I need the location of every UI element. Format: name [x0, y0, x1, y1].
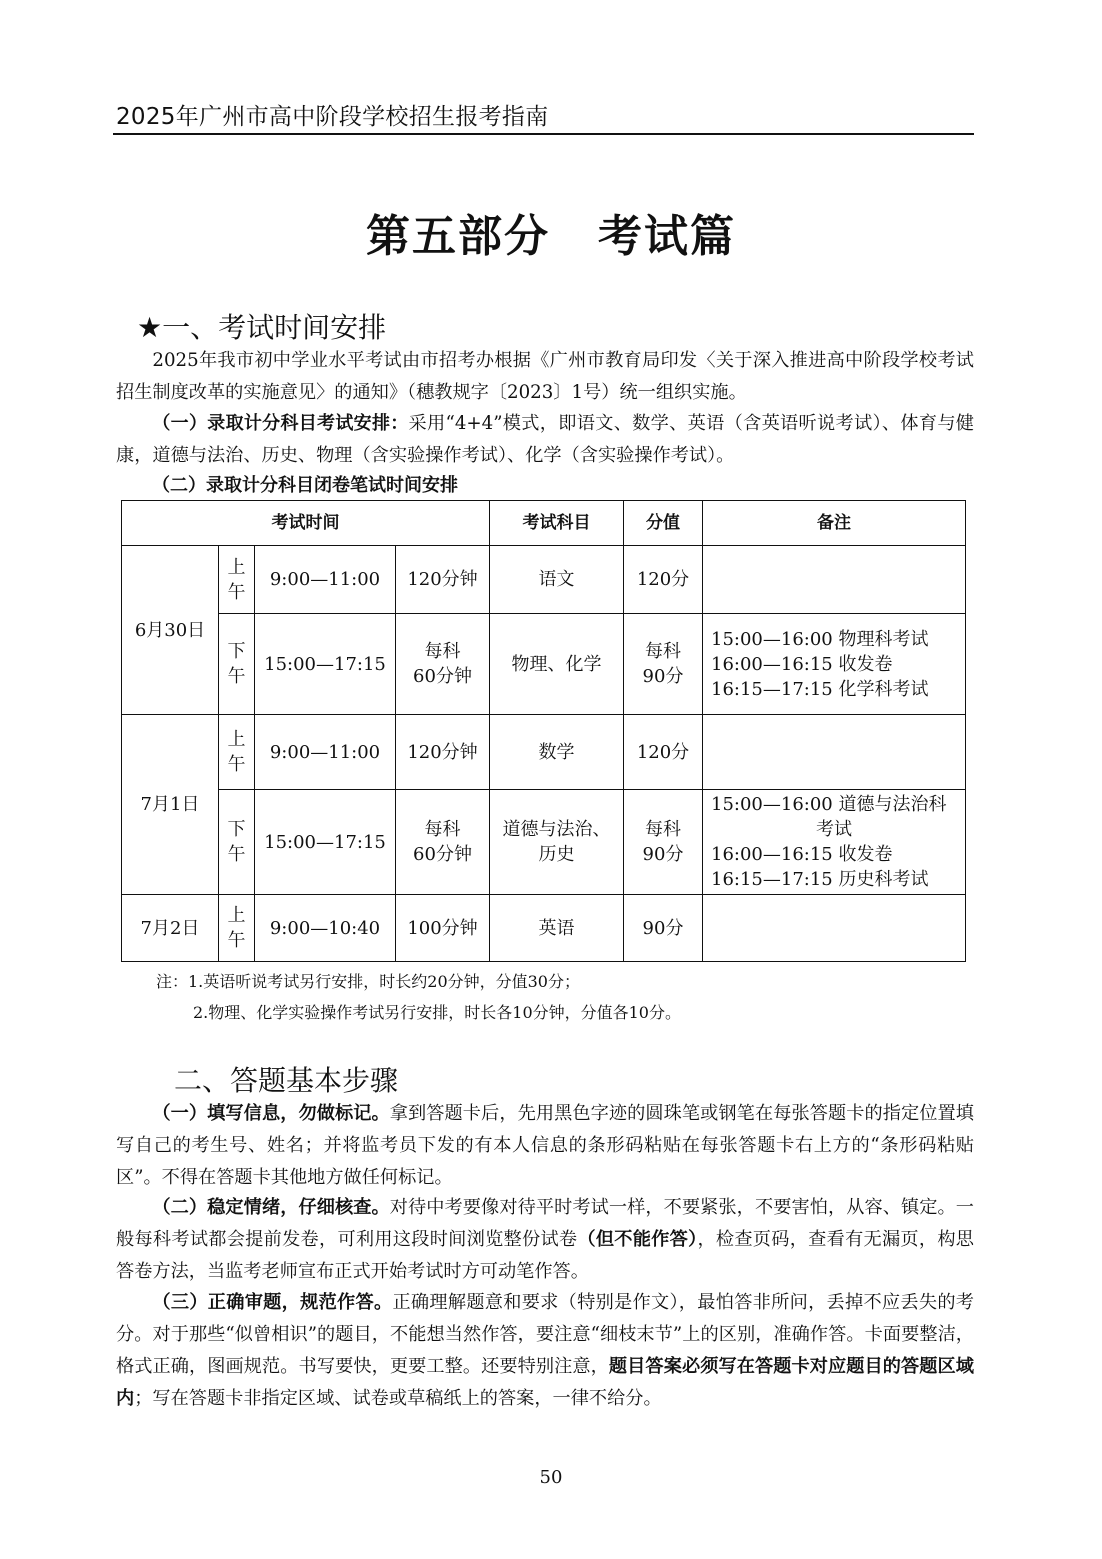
score-cell: 每科 90分 [624, 790, 703, 895]
subject-cell: 道德与法治、 历史 [490, 790, 624, 895]
table-note-2: 2.物理、化学实验操作考试另行安排，时长各10分钟，分值各10分。 [193, 1003, 681, 1022]
table-row [122, 614, 966, 715]
section2-step2-bold: （但不能作答） [577, 1229, 698, 1250]
time-cell: 9:00—11:00 [255, 715, 396, 790]
period-cell: 上 午 [219, 895, 255, 962]
subject-cell: 数学 [490, 715, 624, 790]
part-title-name: 考试篇 [598, 211, 736, 262]
section2-heading: 二、答题基本步骤 [174, 1064, 399, 1097]
part-title [0, 200, 1102, 264]
remark-cell: 15:00—16:00 道德与法治科 考试 16:00—16:15 收发卷 16:15—17:15 历史科考试 [703, 790, 966, 895]
section2-step1-head: （一）填写信息，勿做标记。 [152, 1103, 390, 1124]
subject-cell: 英语 [490, 895, 624, 962]
period-cell: 下 午 [219, 614, 255, 715]
section2-step2-head: （二）稳定情绪，仔细核查。 [152, 1197, 390, 1218]
section2-step3-body-b: ；写在答题卡非指定区域、试卷或草稿纸上的答案，一律不给分。 [134, 1388, 662, 1409]
section1-heading: ★一、考试时间安排 [137, 311, 387, 344]
subject-cell: 语文 [490, 546, 624, 614]
score-cell: 120分 [624, 715, 703, 790]
duration-cell: 120分钟 [396, 715, 490, 790]
exam-schedule-table [121, 500, 966, 962]
section1-item1-body: 采用“4+4”模式，即语文、数学、英语（含英语听说考试）、体育与健康，道德与法治、历史、物理（含实验操作考试）、化学（含实验操作考试）。 [116, 413, 974, 466]
header-remark: 备注 [703, 501, 966, 546]
section2-step3-head: （三）正确审题，规范作答。 [152, 1292, 393, 1313]
date-cell: 7月2日 [122, 895, 219, 962]
header-time: 考试时间 [122, 501, 490, 546]
time-cell: 15:00—17:15 [255, 614, 396, 715]
table-row [122, 895, 966, 962]
score-cell: 90分 [624, 895, 703, 962]
duration-cell: 100分钟 [396, 895, 490, 962]
header-score: 分值 [624, 501, 703, 546]
date-cell: 6月30日 [122, 546, 219, 715]
section1-item1-head: （一）录取计分科目考试安排： [152, 413, 409, 434]
duration-cell: 每科 60分钟 [396, 614, 490, 715]
period-cell: 上 午 [219, 546, 255, 614]
period-cell: 上 午 [219, 715, 255, 790]
time-cell: 9:00—10:40 [255, 895, 396, 962]
score-cell: 每科 90分 [624, 614, 703, 715]
section2-step3 [116, 1287, 974, 1415]
table-row [122, 715, 966, 790]
remark-cell: 15:00—16:00 物理科考试 16:00—16:15 收发卷 16:15—17:15 化学科考试 [703, 614, 966, 715]
header-rule [113, 133, 974, 135]
section2-step3-bold: 题目答案必须写在答题卡对应题目的答题区域内 [116, 1356, 974, 1409]
section1-intro: 2025年我市初中学业水平考试由市招考办根据《广州市教育局印发〈关于深入推进高中阶段学校考试招生制度改革的实施意见〉的通知》（穗教规字〔2023〕1号）统一组织实施。 [116, 350, 974, 403]
time-cell: 15:00—17:15 [255, 790, 396, 895]
section1-item1 [116, 408, 974, 472]
section2-step3-body-a: 正确理解题意和要求（特别是作文），最怕答非所问，丢掉不应丢失的考分。对于那些“似曾相识”的题目，不能想当然作答，要注意“细枝末节”上的区别，准确作答。卡面要整洁，格式正确，图画规范。书写要快，更要工整。还要特别注意， [116, 1292, 974, 1377]
section2-step2 [116, 1192, 974, 1288]
remark-cell [703, 546, 966, 614]
remark-cell [703, 715, 966, 790]
section2-step1 [116, 1098, 974, 1194]
header-subject: 考试科目 [490, 501, 624, 546]
table-row [122, 790, 966, 895]
section2-step1-body: 拿到答题卡后，先用黑色字迹的圆珠笔或钢笔在每张答题卡的指定位置填写自己的考生号、姓名；并将监考员下发的有本人信息的条形码粘贴在每张答题卡右上方的“条形码粘贴区”。不得在答题卡其他地方做任何标记。 [116, 1103, 974, 1188]
subject-cell: 物理、化学 [490, 614, 624, 715]
page-number: 50 [539, 1467, 563, 1488]
duration-cell: 120分钟 [396, 546, 490, 614]
section1-item2-head: （二）录取计分科目闭卷笔试时间安排 [152, 475, 458, 496]
time-cell: 9:00—11:00 [255, 546, 396, 614]
score-cell: 120分 [624, 546, 703, 614]
duration-cell: 每科 60分钟 [396, 790, 490, 895]
table-row [122, 546, 966, 614]
section2-step2-body-b: ，检查页码，查看有无漏页，构思答卷方法，当监考老师宣布正式开始考试时方可动笔作答。 [116, 1229, 974, 1282]
period-cell: 下 午 [219, 790, 255, 895]
table-note-1: 注：1.英语听说考试另行安排，时长约20分钟，分值30分； [156, 972, 580, 991]
date-cell: 7月1日 [122, 715, 219, 895]
remark-cell [703, 895, 966, 962]
header-title: 2025年广州市高中阶段学校招生报考指南 [116, 104, 549, 130]
table-header-row [122, 501, 966, 546]
part-title-number: 第五部分 [366, 211, 550, 262]
section2-step2-body-a: 对待中考要像对待平时考试一样，不要紧张，不要害怕，从容、镇定。一般每科考试都会提前发卷，可利用这段时间浏览整份试卷 [116, 1197, 974, 1250]
